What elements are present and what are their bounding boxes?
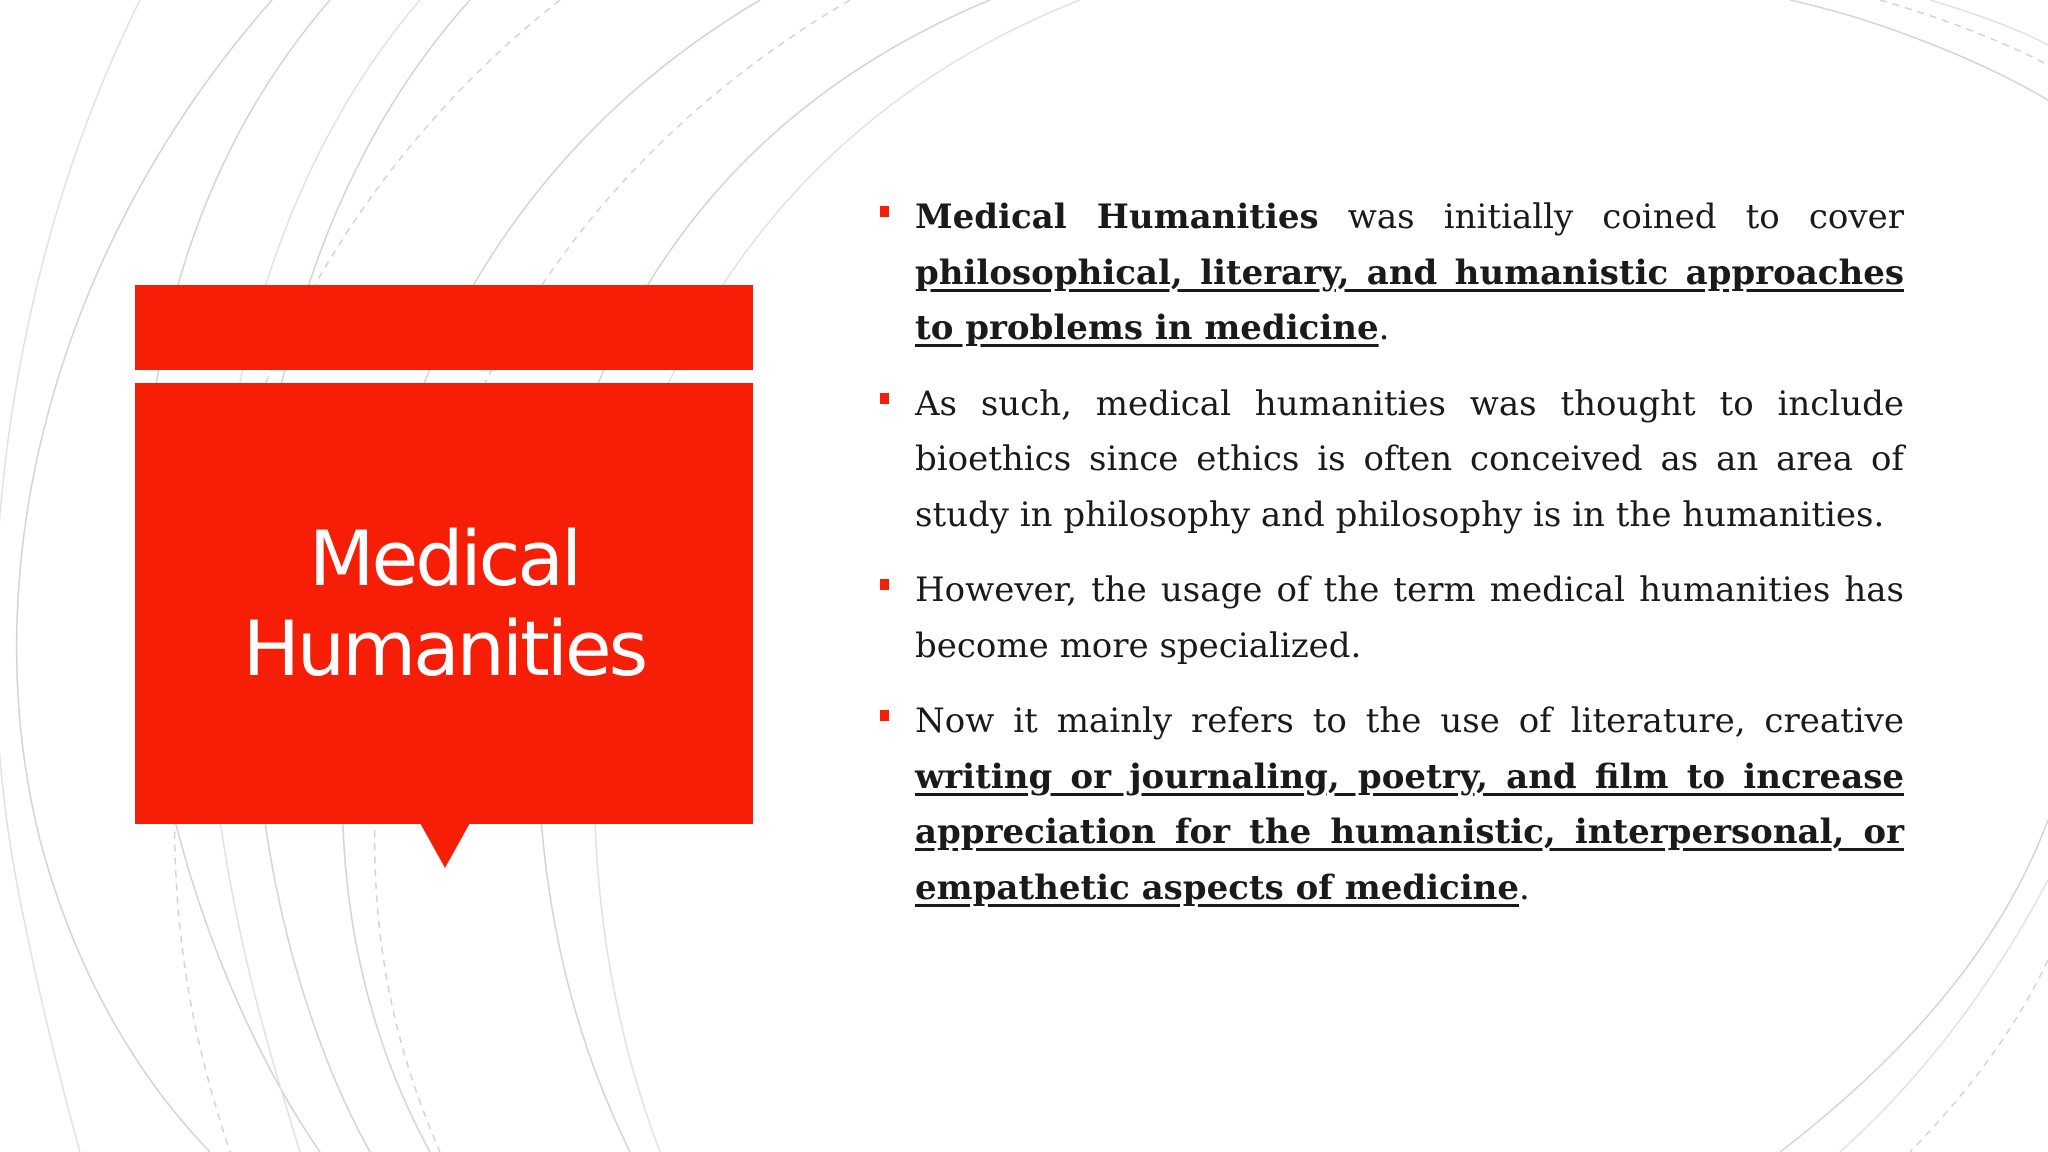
bullet-text: As such, medical humanities was thought to include bioethics since ethics is often conceived as an area of study in philosophy and philosophy is in the humanities.	[915, 383, 1904, 535]
callout-pointer	[420, 823, 470, 868]
bullet-item	[880, 563, 1904, 674]
bullet-text-term: Medical Humanities	[915, 197, 1319, 237]
square-bullet-icon	[880, 710, 889, 721]
bullet-text: was initially coined to cover	[1318, 197, 1904, 237]
bullet-text: Now it mainly refers to the use of literature, creative	[915, 701, 1904, 741]
bullet-text: However, the usage of the term medical humanities has become more specialized.	[915, 570, 1904, 666]
slide-title-line: Humanities	[242, 603, 646, 693]
bullet-item	[880, 190, 1904, 357]
decorative-arc	[0, 0, 140, 1152]
title-accent-bar	[135, 285, 753, 370]
decorative-arc	[1790, 0, 2048, 100]
square-bullet-icon	[880, 393, 889, 404]
bullet-text-emphasis: philosophical, literary, and humanistic approaches to problems in medicine	[915, 252, 1904, 348]
bullet-list	[880, 190, 1904, 936]
bullet-text-emphasis: writing or journaling, poetry, and film to increase appreciation for the humanistic, interpersonal, or empathetic aspects of medicine	[915, 756, 1904, 908]
square-bullet-icon	[880, 206, 889, 217]
slide-title-line: Medical	[308, 513, 580, 603]
slide-title	[243, 514, 645, 694]
bullet-text: .	[1519, 867, 1530, 908]
decorative-arc	[1910, 960, 2048, 1152]
title-callout-box	[135, 383, 753, 824]
square-bullet-icon	[880, 579, 889, 590]
bullet-item	[880, 377, 1904, 544]
bullet-text: .	[1378, 308, 1390, 348]
bullet-item	[880, 694, 1904, 916]
